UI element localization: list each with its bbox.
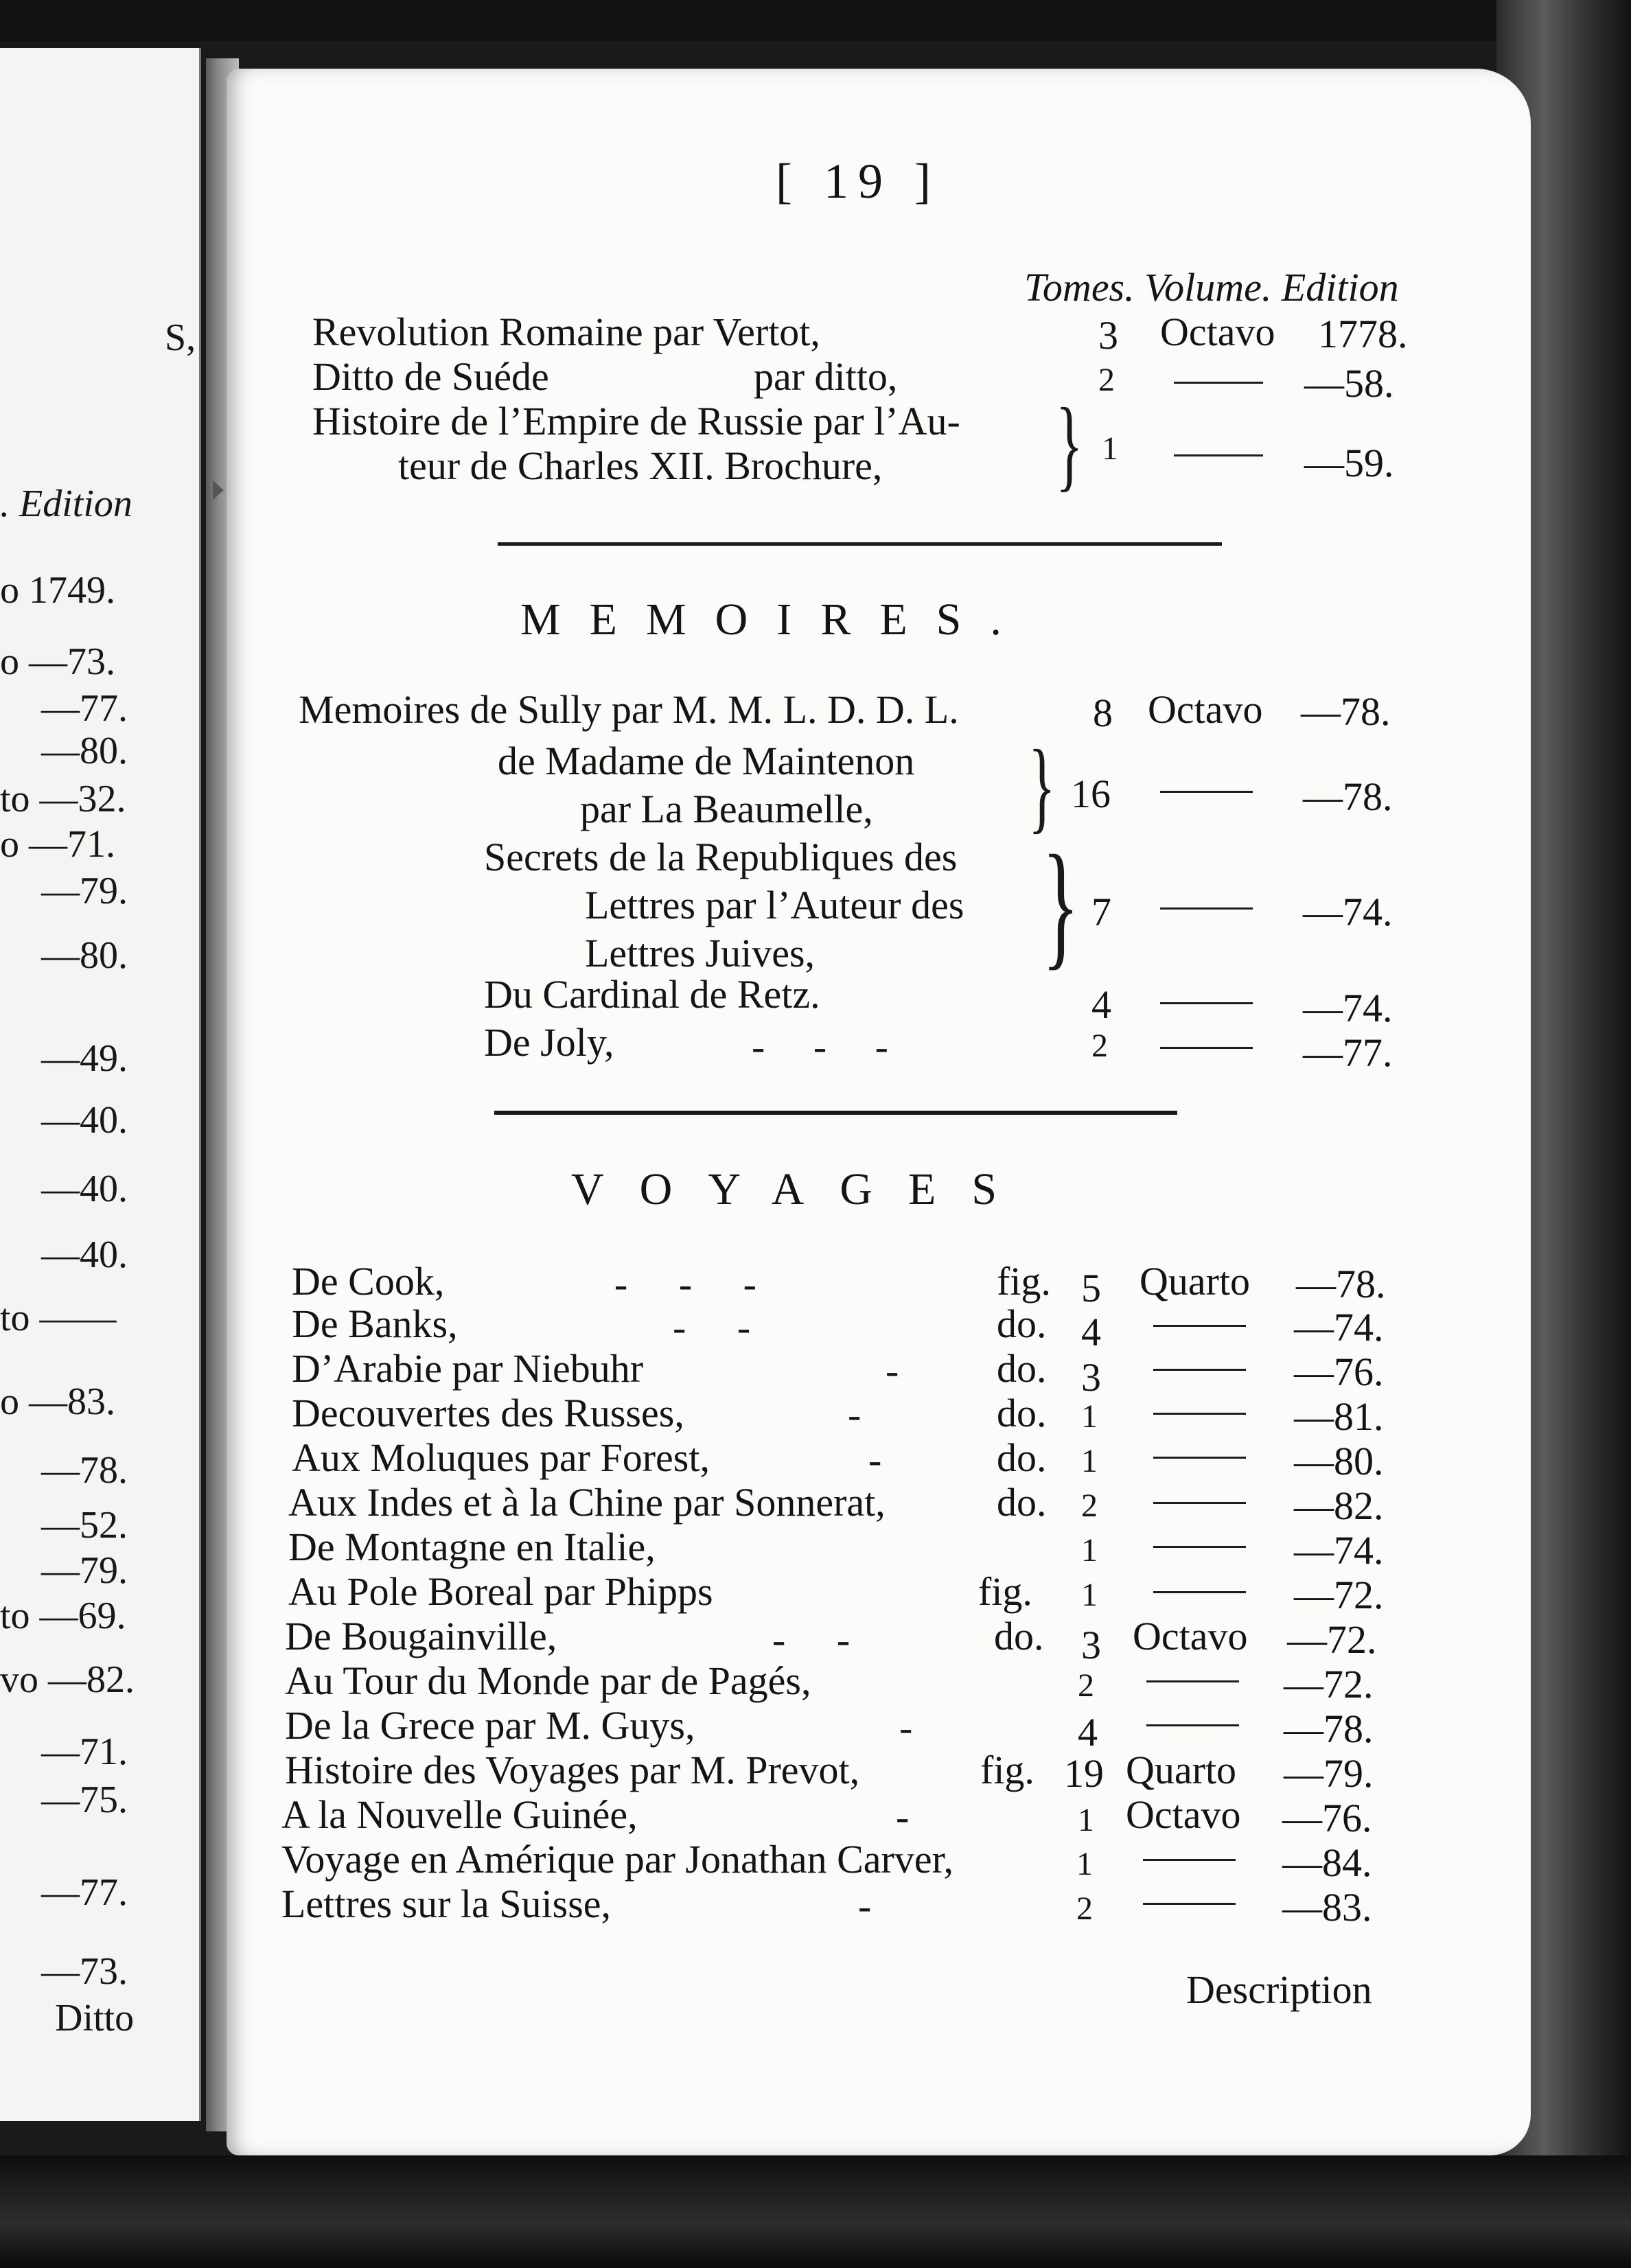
entry-title: Aux Moluques par Forest, <box>292 1435 710 1480</box>
entry-title: Au Pole Boreal par Phipps <box>288 1569 713 1614</box>
column-header: Tomes. Volume. Edition <box>1024 265 1399 310</box>
ditto-dash <box>1174 454 1263 456</box>
entry-note: fig. <box>997 1259 1051 1304</box>
entry-tomes: 2 <box>1078 1667 1094 1704</box>
ditto-dash <box>1153 1457 1246 1459</box>
left-fragment: —80. <box>41 730 128 772</box>
entry-tomes: 3 <box>1081 1355 1101 1400</box>
ditto-dash <box>1153 1591 1246 1593</box>
entry-title: Du Cardinal de Retz. <box>484 972 820 1017</box>
left-fragment: o —71. <box>0 823 115 866</box>
left-fragment: —78. <box>41 1449 128 1492</box>
left-fragment: —40. <box>41 1099 128 1142</box>
left-fragment: —49. <box>41 1037 128 1080</box>
leader-dashes: - <box>868 1437 882 1482</box>
section-heading: MEMOIRES. <box>520 594 1030 645</box>
entry-edition: —78. <box>1284 1706 1374 1751</box>
entry-edition: —76. <box>1282 1796 1372 1840</box>
entry-title: De Joly, <box>484 1020 614 1065</box>
left-fragment: —40. <box>41 1168 128 1210</box>
section-rule <box>494 1111 1177 1115</box>
entry-tomes: 2 <box>1091 1028 1108 1064</box>
entry-title: De la Grece par M. Guys, <box>285 1703 695 1748</box>
leader-dashes: - <box>899 1705 913 1750</box>
entry-title: D’Arabie par Niebuhr <box>292 1346 644 1391</box>
leader-dashes: - - <box>673 1305 772 1350</box>
scan-background-top <box>0 0 1631 41</box>
entry-tomes: 1 <box>1081 1532 1098 1569</box>
entry-note: do. <box>997 1435 1047 1480</box>
entry-note: do. <box>997 1301 1047 1346</box>
entry-edition: —74. <box>1303 986 1393 1030</box>
entry-edition: —74. <box>1294 1528 1384 1573</box>
ditto-dash <box>1146 1680 1239 1682</box>
left-fragment: to —69. <box>0 1595 126 1637</box>
entry-title: De Cook, <box>292 1259 445 1304</box>
left-fragment: —73. <box>41 1950 128 1993</box>
entry-edition: —72. <box>1287 1617 1377 1662</box>
left-fragment: . Edition <box>0 483 132 525</box>
entry-volume: Quarto <box>1140 1259 1251 1304</box>
leader-dashes: - <box>896 1794 910 1839</box>
entry-note: do. <box>997 1480 1047 1525</box>
entry-volume: Octavo <box>1133 1614 1248 1658</box>
entry-title: Revolution Romaine par Vertot, <box>312 310 820 354</box>
left-fragment: vo —82. <box>0 1658 135 1701</box>
catchword: Description <box>1186 1967 1372 2012</box>
entry-title-line: teur de Charles XII. Brochure, <box>398 443 883 488</box>
entry-title: Lettres sur la Suisse, <box>281 1882 612 1926</box>
entry-edition: —72. <box>1294 1573 1384 1617</box>
entry-edition: —76. <box>1294 1350 1384 1394</box>
entry-note: do. <box>997 1346 1047 1391</box>
ditto-dash <box>1160 907 1253 910</box>
ditto-dash <box>1160 791 1253 793</box>
entry-tomes: 5 <box>1081 1266 1101 1310</box>
page-number: [ 19 ] <box>776 154 940 209</box>
left-fragment: —75. <box>41 1779 128 1821</box>
entry-title-line: Lettres Juives, <box>585 931 816 975</box>
entry-tomes: 19 <box>1064 1751 1104 1796</box>
entry-volume: Octavo <box>1126 1792 1241 1837</box>
entry-edition: —82. <box>1294 1483 1384 1528</box>
entry-note: do. <box>997 1391 1047 1435</box>
entry-edition: —80. <box>1294 1439 1384 1483</box>
leader-dashes: - - - <box>614 1262 777 1306</box>
entry-edition: —78. <box>1301 689 1391 734</box>
entry-edition: —83. <box>1282 1885 1372 1930</box>
left-fragment: —40. <box>41 1234 128 1276</box>
brace-icon: } <box>1056 387 1083 501</box>
entry-tomes: 2 <box>1076 1890 1093 1927</box>
ditto-dash <box>1143 1903 1236 1905</box>
left-fragment: —80. <box>41 934 128 977</box>
left-fragment: to —— <box>0 1297 117 1339</box>
entry-tomes: 2 <box>1081 1488 1098 1524</box>
entry-note: fig. <box>980 1748 1034 1792</box>
entry-author: par ditto, <box>754 354 898 399</box>
entry-tomes: 3 <box>1081 1623 1101 1667</box>
entry-tomes: 1 <box>1081 1577 1098 1613</box>
entry-tomes: 4 <box>1078 1710 1098 1755</box>
entry-title: Aux Indes et à la Chine par Sonnerat, <box>288 1480 886 1525</box>
ditto-dash <box>1153 1325 1246 1327</box>
entry-title-line: Lettres par l’Auteur des <box>585 883 964 927</box>
ditto-dash <box>1160 1002 1253 1004</box>
leader-dashes: - <box>886 1348 899 1393</box>
entry-edition: —77. <box>1303 1030 1393 1075</box>
entry-edition: 1778. <box>1318 312 1408 356</box>
scan-background-bottom <box>0 2155 1631 2268</box>
entry-title: Voyage en Amérique par Jonathan Carver, <box>281 1837 954 1882</box>
entry-edition: —74. <box>1294 1305 1384 1350</box>
entry-tomes: 1 <box>1102 430 1118 467</box>
ditto-dash <box>1153 1546 1246 1548</box>
brace-icon: } <box>1028 729 1056 843</box>
ditto-dash <box>1153 1369 1246 1371</box>
entry-edition: —78. <box>1303 774 1393 819</box>
entry-edition: —84. <box>1282 1840 1372 1885</box>
ditto-dash <box>1143 1859 1236 1861</box>
entry-note: fig. <box>978 1569 1032 1614</box>
entry-volume: Octavo <box>1148 687 1263 732</box>
leader-dashes: - <box>858 1884 872 1928</box>
entry-title-line: Secrets de la Republiques des <box>484 835 958 879</box>
leader-dashes: - <box>848 1392 861 1437</box>
section-heading: VOYAGES <box>571 1164 1033 1214</box>
ditto-dash <box>1160 1047 1253 1049</box>
entry-title: Histoire des Voyages par M. Prevot, <box>285 1748 860 1792</box>
entry-title-line: de Madame de Maintenon <box>498 739 915 783</box>
left-fragment: S, <box>165 316 196 359</box>
left-fragment: o —73. <box>0 640 115 683</box>
entry-title: Decouvertes des Russes, <box>292 1391 684 1435</box>
left-fragment: —77. <box>41 1871 128 1914</box>
entry-tomes: 1 <box>1081 1443 1098 1479</box>
left-page <box>0 48 201 2121</box>
entry-tomes: 16 <box>1071 772 1111 816</box>
left-fragment: —77. <box>41 687 128 730</box>
entry-note: do. <box>994 1614 1044 1658</box>
entry-tomes: 2 <box>1098 362 1115 398</box>
entry-edition: —81. <box>1294 1394 1384 1439</box>
entry-tomes: 1 <box>1076 1846 1093 1882</box>
entry-tomes: 4 <box>1081 1310 1101 1354</box>
entry-tomes: 3 <box>1098 313 1118 358</box>
entry-tomes: 4 <box>1091 982 1111 1027</box>
left-fragment: to —32. <box>0 778 126 820</box>
entry-volume: Quarto <box>1126 1748 1237 1792</box>
entry-title: A la Nouvelle Guinée, <box>281 1792 638 1837</box>
ditto-dash <box>1146 1724 1239 1726</box>
entry-tomes: 1 <box>1078 1802 1094 1838</box>
entry-title: De Banks, <box>292 1301 458 1346</box>
entry-volume: Octavo <box>1160 310 1275 354</box>
entry-title-line: Histoire de l’Empire de Russie par l’Au- <box>312 399 960 443</box>
left-fragment: —79. <box>41 870 128 912</box>
left-fragment: —71. <box>41 1731 128 1773</box>
entry-title-line: par La Beaumelle, <box>580 787 873 831</box>
ditto-dash <box>1153 1413 1246 1415</box>
entry-tomes: 7 <box>1091 890 1111 934</box>
left-fragment: o —83. <box>0 1380 115 1423</box>
entry-title: De Bougainville, <box>285 1614 557 1658</box>
entry-edition: —58. <box>1304 361 1394 406</box>
left-fragment: —79. <box>41 1549 128 1592</box>
leader-dashes: - - <box>772 1617 871 1662</box>
gutter-notch <box>213 481 224 500</box>
left-fragment: Ditto <box>55 1997 135 2039</box>
entry-title: Au Tour du Monde par de Pagés, <box>285 1658 811 1703</box>
entry-edition: —74. <box>1303 890 1393 934</box>
ditto-dash <box>1153 1502 1246 1504</box>
entry-title: Memoires de Sully par M. M. L. D. D. L. <box>299 687 959 732</box>
entry-title: Ditto de Suéde <box>312 354 549 399</box>
left-fragment: o 1749. <box>0 569 115 612</box>
ditto-dash <box>1174 382 1263 384</box>
entry-edition: —79. <box>1284 1751 1374 1796</box>
left-fragment: —52. <box>41 1504 128 1547</box>
brace-icon: } <box>1042 826 1080 982</box>
entry-title: De Montagne en Italie, <box>288 1525 656 1569</box>
entry-tomes: 1 <box>1081 1398 1098 1435</box>
entry-edition: —59. <box>1304 441 1394 485</box>
section-rule <box>498 542 1222 546</box>
entry-edition: —72. <box>1284 1662 1374 1706</box>
leader-dashes: - - - <box>752 1024 907 1069</box>
entry-edition: —78. <box>1296 1262 1386 1306</box>
entry-tomes: 8 <box>1093 691 1113 735</box>
